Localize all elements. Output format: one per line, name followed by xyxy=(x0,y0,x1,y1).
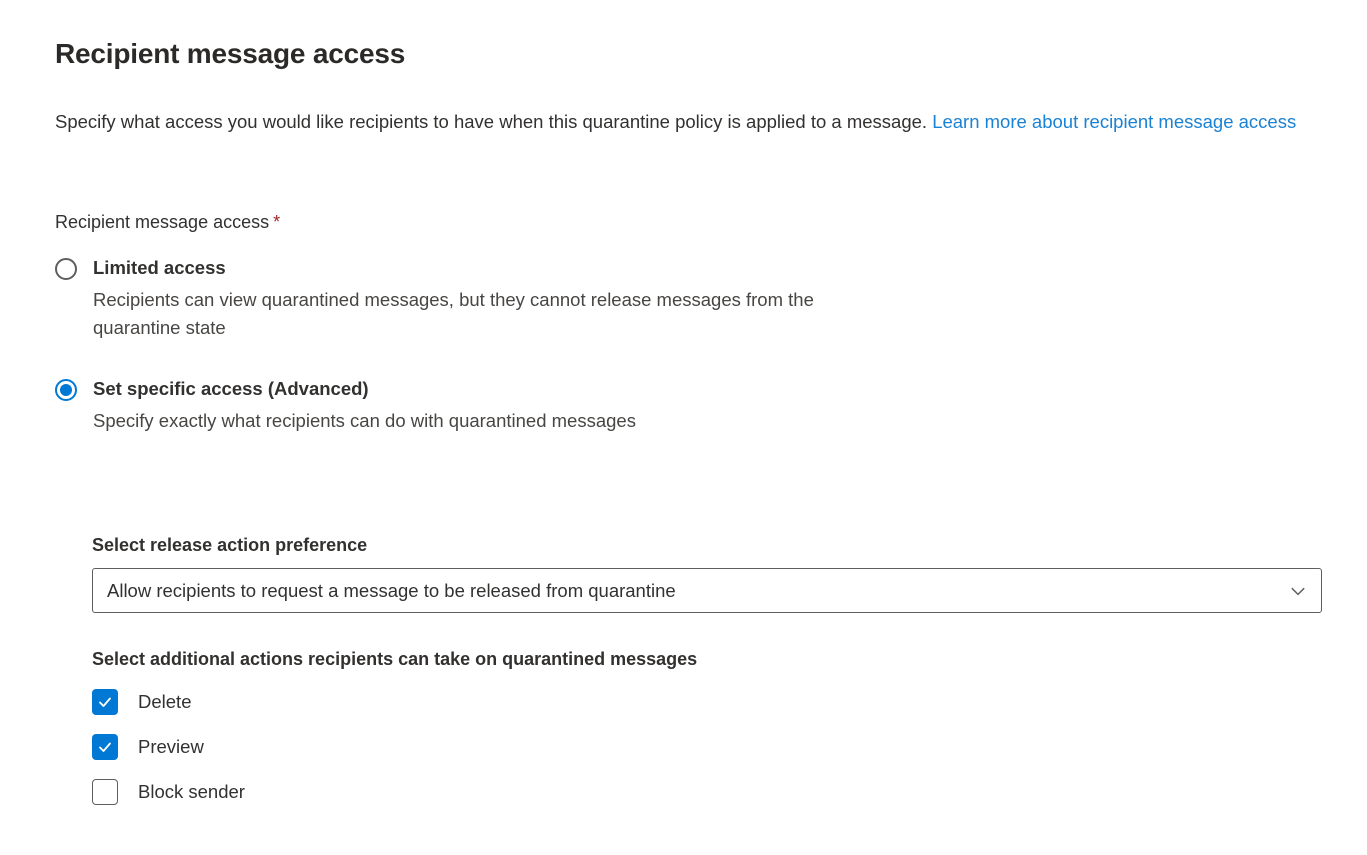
preview-checkbox[interactable] xyxy=(92,734,118,760)
checkbox-row-block-sender xyxy=(92,778,1322,805)
radio-group-label xyxy=(55,212,1322,233)
limited-access-radio[interactable] xyxy=(55,258,77,280)
learn-more-link[interactable]: Learn more about recipient message access xyxy=(932,111,1297,132)
limited-access-description: Recipients can view quarantined messages, but they cannot release messages from the quarantine state xyxy=(93,289,814,338)
block-sender-checkbox-label[interactable]: Block sender xyxy=(138,780,245,802)
set-specific-access-description: Specify exactly what recipients can do with quarantined messages xyxy=(93,410,636,431)
set-specific-access-radio[interactable] xyxy=(55,379,77,401)
advanced-access-section xyxy=(92,535,1322,805)
page-description-text: Specify what access you would like recipients to have when this quarantine policy is applied to a message. xyxy=(55,111,928,132)
checkbox-row-delete xyxy=(92,688,1322,715)
radio-option-set-specific-access xyxy=(55,378,1322,435)
radio-dot xyxy=(60,384,72,396)
radio-group-label-text: Recipient message access xyxy=(55,212,270,232)
radio-option-body xyxy=(93,378,636,435)
delete-checkbox[interactable] xyxy=(92,689,118,715)
checkmark-icon xyxy=(97,694,113,710)
radio-option-limited-access xyxy=(55,257,1322,342)
delete-checkbox-label[interactable]: Delete xyxy=(138,690,192,712)
set-specific-access-label[interactable]: Set specific access (Advanced) xyxy=(93,378,369,399)
release-action-selected-value: Allow recipients to request a message to be released from quarantine xyxy=(107,579,676,601)
page-description xyxy=(55,108,1322,136)
release-action-dropdown[interactable] xyxy=(92,568,1322,613)
limited-access-label[interactable]: Limited access xyxy=(93,257,226,278)
preview-checkbox-label[interactable]: Preview xyxy=(138,735,204,757)
required-asterisk: * xyxy=(273,212,281,232)
chevron-down-icon xyxy=(1289,582,1307,600)
additional-actions-label: Select additional actions recipients can take on quarantined messages xyxy=(92,649,698,669)
release-action-label: Select release action preference xyxy=(92,535,368,555)
checkmark-icon xyxy=(97,739,113,755)
checkbox-row-preview xyxy=(92,733,1322,760)
block-sender-checkbox[interactable] xyxy=(92,779,118,805)
radio-option-body xyxy=(93,257,873,342)
page-title: Recipient message access xyxy=(55,38,406,69)
